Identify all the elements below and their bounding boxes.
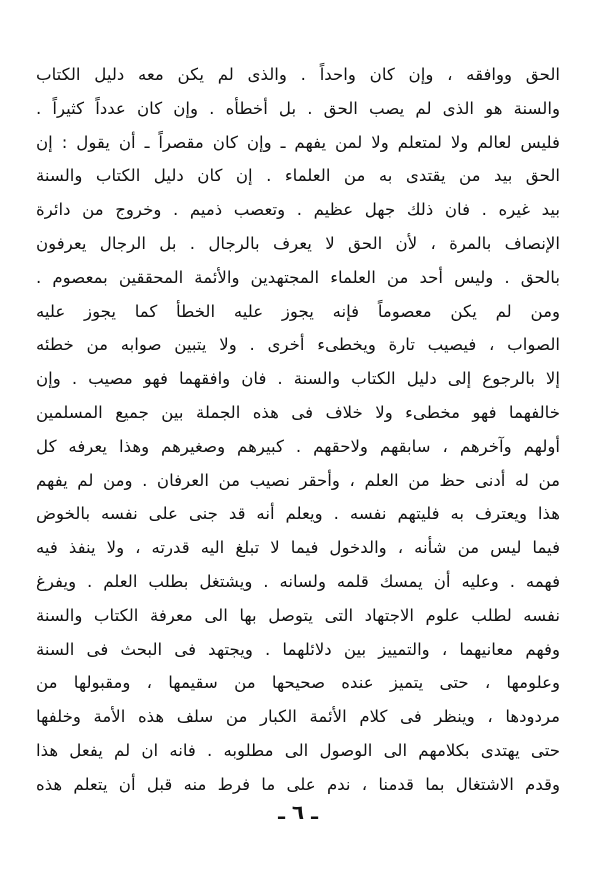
- text-line: فيما ليس من شأنه ، والدخول فيما لا تبلغ اليه قدرته ، ولا ينفذ فيه: [36, 538, 560, 558]
- text-line: الحق بيد من يقتدى به من العلماء . إن كان دليل الكتاب والسنة: [36, 166, 560, 186]
- text-line: والسنة هو الذى لم يصب الحق . بل أخطأه . وإن كان عدداً كثيراً .: [36, 98, 560, 118]
- text-line: فليس لعالم ولا لمتعلم ولا لمن يفهم ـ وإن كان مقصراً ـ أن يقول : إن: [36, 132, 560, 152]
- text-line: الصواب ، فيصيب تارة ويخطىء أخرى . ولا يتبين صوابه من خطئه: [36, 335, 560, 355]
- page-number: ـ ٦ ـ: [278, 800, 318, 824]
- text-line: ومن لم يكن معصوماً فإنه يجوز عليه الخطأ كما يجوز عليه: [36, 301, 560, 321]
- text-line: الحق ووافقه ، وإن كان واحداً . والذى لم يكن معه دليل الكتاب: [36, 65, 560, 84]
- text-line: نفسه لطلب علوم الاجتهاد التى يتوصل بها الى معرفة الكتاب والسنة: [36, 605, 560, 625]
- text-line: الإنصاف بالمرة ، لأن الحق لا يعرف بالرجال . بل الرجال يعرفون: [36, 233, 560, 253]
- text-line: وعلومها ، حتى يتميز عنده صحيحها من سقيمها ، ومقبولها من: [36, 673, 560, 693]
- text-line: أولهم وآخرهم ، سابقهم ولاحقهم . كبيرهم وصغيرهم وهذا يعرفه كل: [36, 436, 560, 456]
- text-line: حتى يهتدى بكلامهم الى الوصول الى مطلوبه . فانه ان لم يفعل هذا: [36, 740, 560, 760]
- text-line: بيد غيره . فان ذلك جهل عظيم . وتعصب ذميم . وخروج من دائرة: [36, 200, 560, 220]
- text-line: مردودها ، وينظر فى كلام الأئمة الكبار من سلف هذه الأمة وخلفها: [36, 707, 560, 727]
- text-line: بالحق . وليس أحد من العلماء المجتهدين والأئمة المحققين بمعصوم .: [36, 267, 560, 287]
- text-line: وفهم معانيهما ، والتمييز بين دلائلهما . ويجتهد فى البحث فى السنة: [36, 639, 560, 659]
- text-line: فهمه . وعليه أن يمسك قلمه ولسانه . ويشتغل بطلب العلم . ويفرغ: [36, 571, 560, 591]
- text-line: خالفهما فهو مخطىء ولا خلاف فى هذه الجملة بين جميع المسلمين: [36, 402, 560, 422]
- body-text: [36, 58, 560, 802]
- text-line: وقدم الاشتغال بما قدمنا ، ندم على ما فرط منه قبل أن يتعلم هذه: [36, 774, 560, 794]
- text-line: هذا ويعترف به فليتهم نفسه . ويعلم أنه قد جنى على نفسه بالخوض: [36, 504, 560, 524]
- text-line: من له أدنى حظ من العلم ، وأحقر نصيب من العرفان . ومن لم يفهم: [36, 470, 560, 490]
- text-line: إلا بالرجوع إلى دليل الكتاب والسنة . فان وافقهما فهو مصيب . وإن: [36, 369, 560, 389]
